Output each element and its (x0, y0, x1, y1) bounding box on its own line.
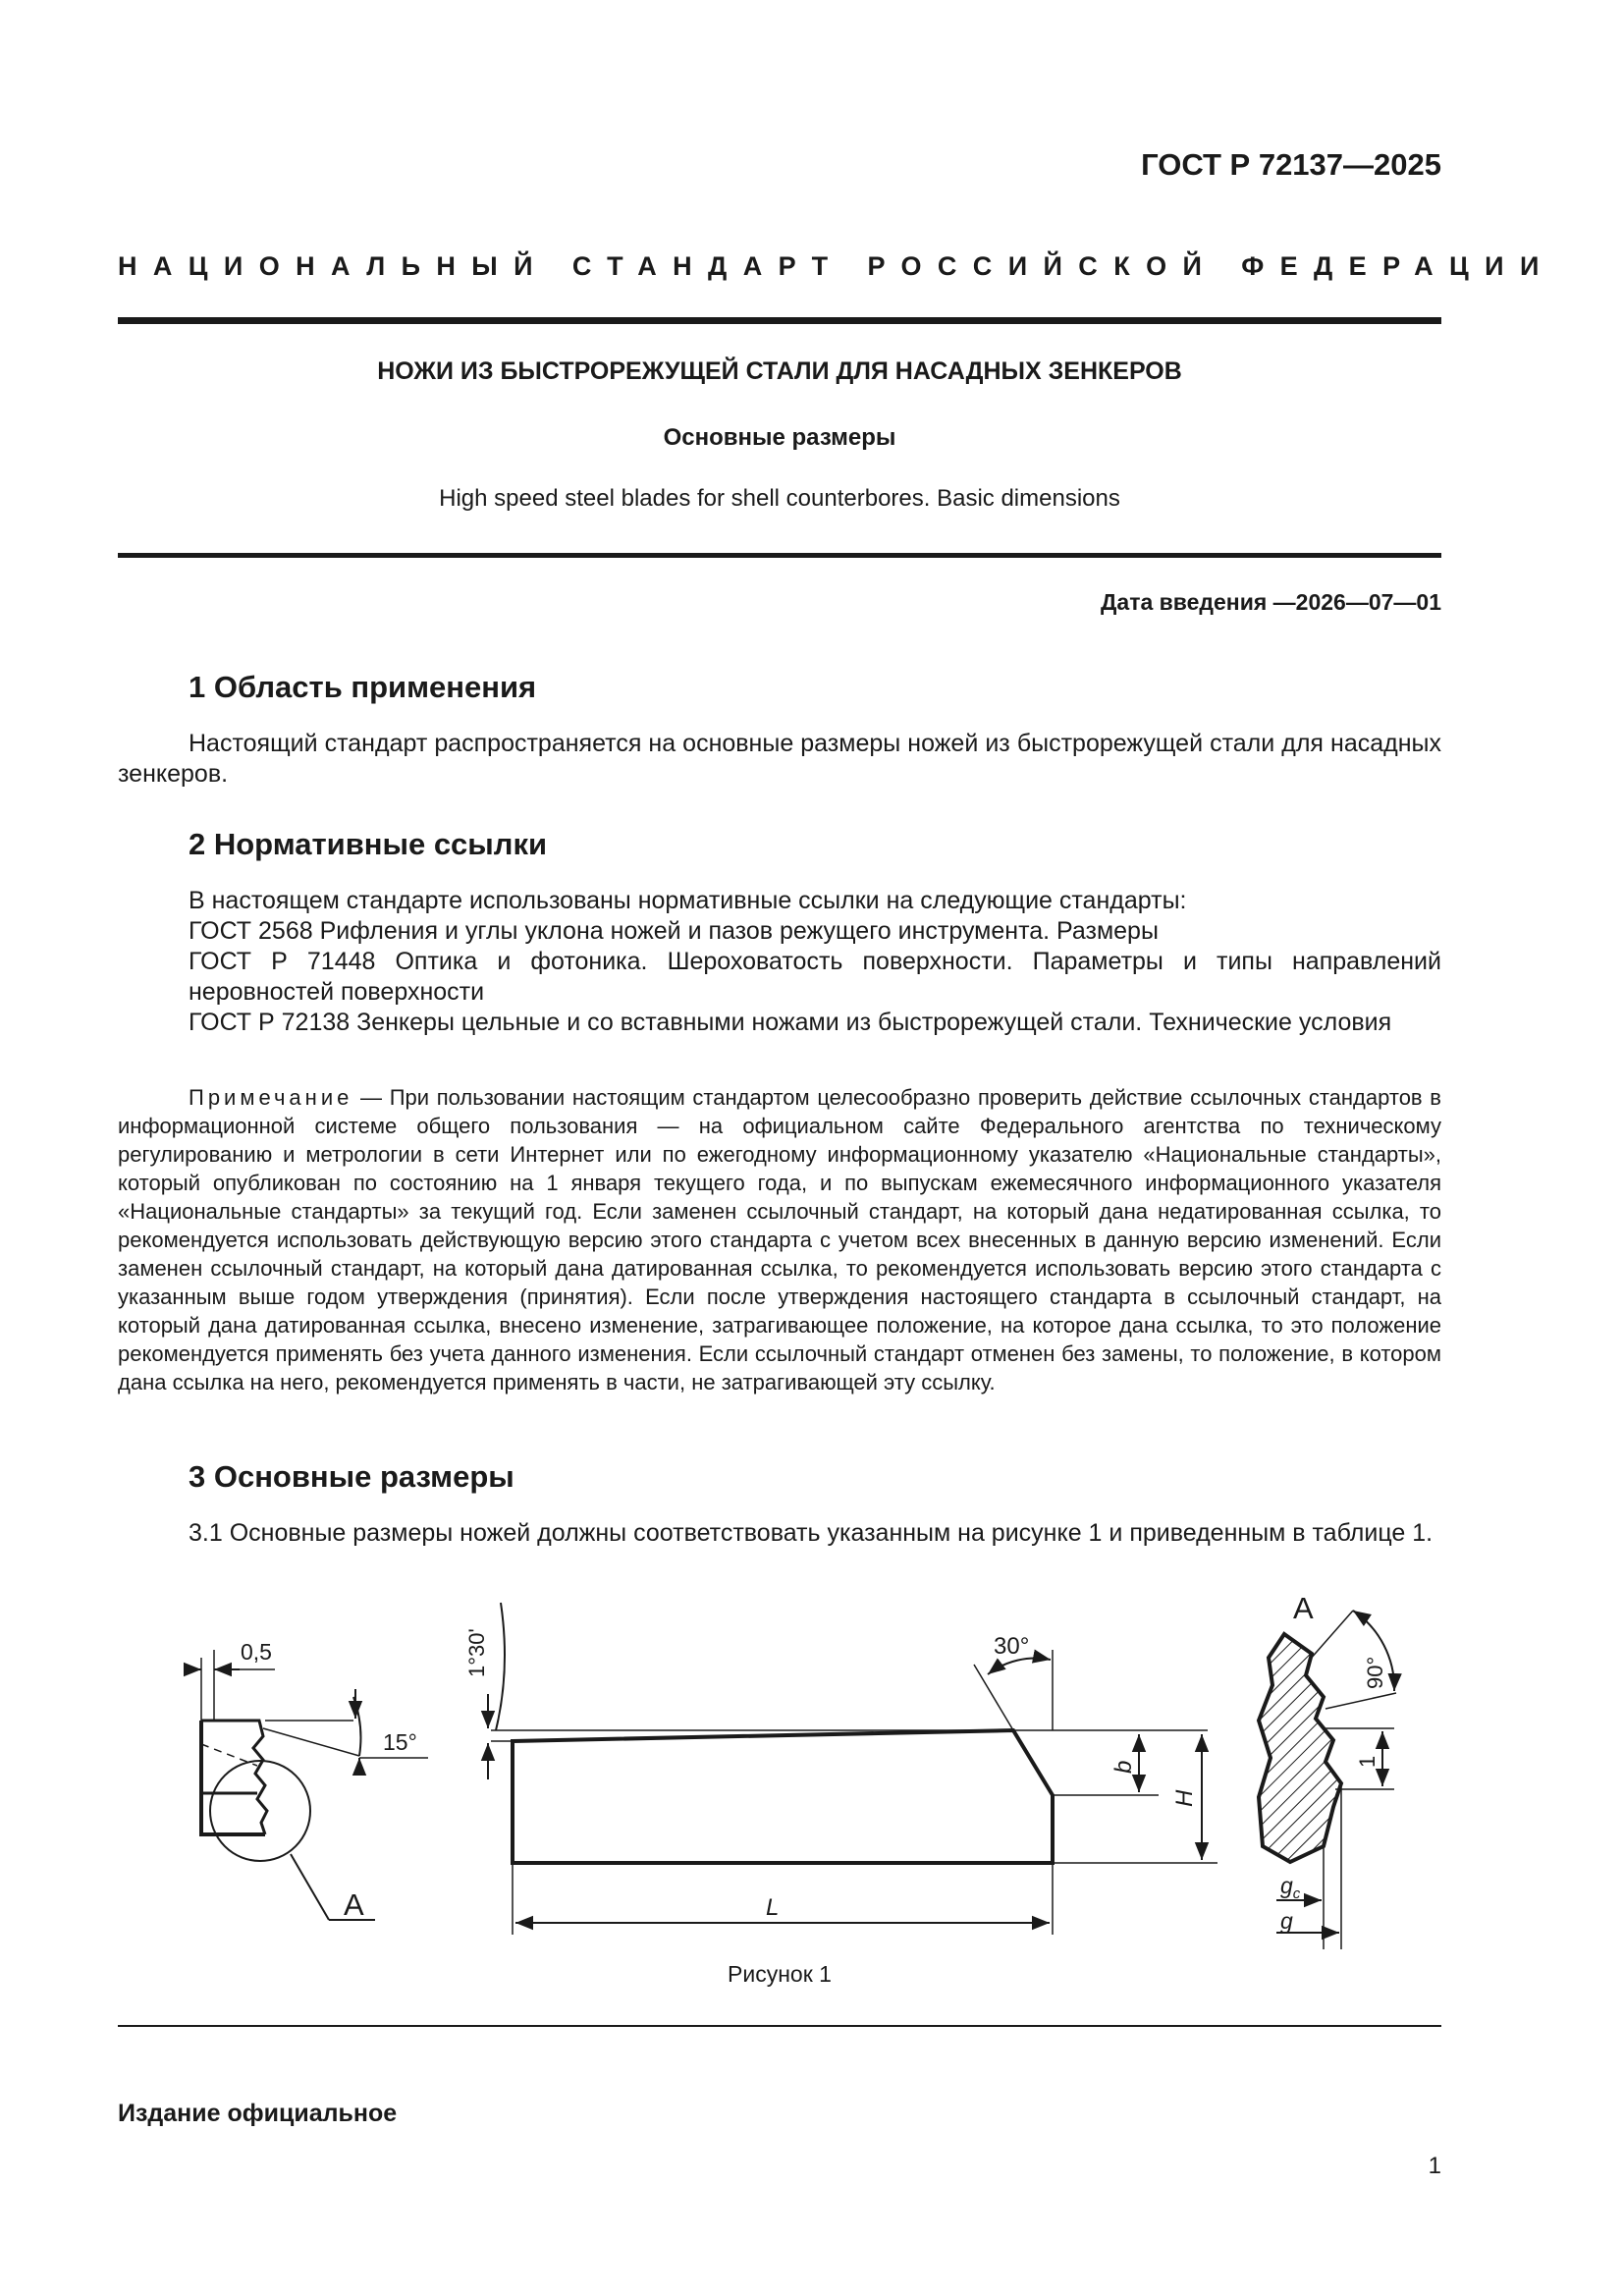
footer-rule (118, 2025, 1441, 2027)
blade-end-view (189, 1650, 428, 1920)
reference-item: ГОСТ 2568 Рифления и углы уклона ножей и пазов режущего инструмента. Размеры (189, 917, 1159, 945)
english-title: High speed steel blades for shell counterbores. Basic dimensions (439, 485, 1120, 512)
reference-item: ГОСТ Р 71448 Оптика и фотоника. Шероховатость поверхности. Параметры и типы направлений неровностей поверхности (189, 948, 1441, 1006)
dim-label-1: 1 (1355, 1755, 1380, 1768)
dim-label-gc: $g_c$ (1280, 1873, 1301, 1902)
section-1-heading: 1 Область применения (189, 670, 537, 704)
angle-label-15: 15° (383, 1729, 417, 1755)
angle-label-1-30: 1°30' (464, 1628, 489, 1677)
document-title: НОЖИ ИЗ БЫСТРОРЕЖУЩЕЙ СТАЛИ ДЛЯ НАСАДНЫХ ЗЕНКЕРОВ (377, 357, 1182, 385)
detail-label-a: A (1293, 1591, 1314, 1625)
view-label-a: A (344, 1887, 364, 1922)
section-2-intro: В настоящем стандарте использованы нормативные ссылки на следующие стандарты: (189, 887, 1187, 914)
blade-side-view (488, 1603, 1217, 1935)
official-edition-label: Издание официальное (118, 2100, 398, 2127)
section-3-heading: 3 Основные размеры (189, 1459, 514, 1494)
angle-label-30: 30° (994, 1633, 1030, 1660)
document-subtitle: Основные размеры (663, 424, 896, 451)
angle-label-90: 90° (1363, 1656, 1387, 1689)
note-text: — При пользовании настоящим стандартом целесообразно проверить действие ссылочных стандартов в информационной системе общего пользования — на официальном сайте Федерального агентства по техническому регулированию и метрологии в сети Интернет или по ежегодному информационному указателю «Национальные стандарты», который опубликован по состоянию на 1 января текущего года, и по выпускам ежемесячного информационного указателя «Национальные стандарты» за текущий год. Если заменен ссылочный стандарт, на который дана недатированная ссылка, то рекомендуется использовать действующую версию этого стандарта с учетом всех внесенных в данную версию изменений. Если заменен ссылочный стандарт, на который дана датированная ссылка, то рекомендуется использовать версию этого стандарта с указанным выше годом утверждения (принятия). Если после утверждения настоящего стандарта в ссылочный стандарт, на который дана датированная ссылка, внесено изменение, затрагивающее положение, на которое дана ссылка, то это положение рекомендуется применять без учета данного изменения. Если ссылочный стандарт отменен без замены, то положение, в котором дана ссылка на него, рекомендуется применять в части, не затрагивающей эту ссылку. (118, 1085, 1441, 1394)
reference-item: ГОСТ Р 72138 Зенкеры цельные и со вставными ножами из быстрорежущей стали. Технические условия (189, 1009, 1392, 1036)
page-number: 1 (1428, 2153, 1441, 2179)
effective-date: Дата введения —2026—07—01 (1101, 589, 1441, 615)
section-2-heading: 2 Нормативные ссылки (189, 827, 548, 861)
national-standard-heading: НАЦИОНАЛЬНЫЙ СТАНДАРТ РОССИЙСКОЙ ФЕДЕРАЦИИ (118, 251, 1555, 281)
dim-label-b: b (1110, 1760, 1137, 1774)
dim-label-g: g (1280, 1908, 1293, 1934)
dim-label-0-5: 0,5 (241, 1639, 272, 1665)
dim-label-l: L (766, 1894, 780, 1921)
figure-caption: Рисунок 1 (728, 1961, 832, 1987)
note-label: Примечание (189, 1085, 353, 1110)
section-3-paragraph: 3.1 Основные размеры ножей должны соответствовать указанным на рисунке 1 и приведенным в таблице 1. (189, 1519, 1434, 1547)
dim-label-h: H (1171, 1789, 1198, 1807)
section-1-paragraph: Настоящий стандарт распространяется на основные размеры ножей из быстрорежущей стали для насадных зенкеров. (118, 730, 1441, 788)
document-code: ГОСТ Р 72137—2025 (1141, 147, 1441, 182)
